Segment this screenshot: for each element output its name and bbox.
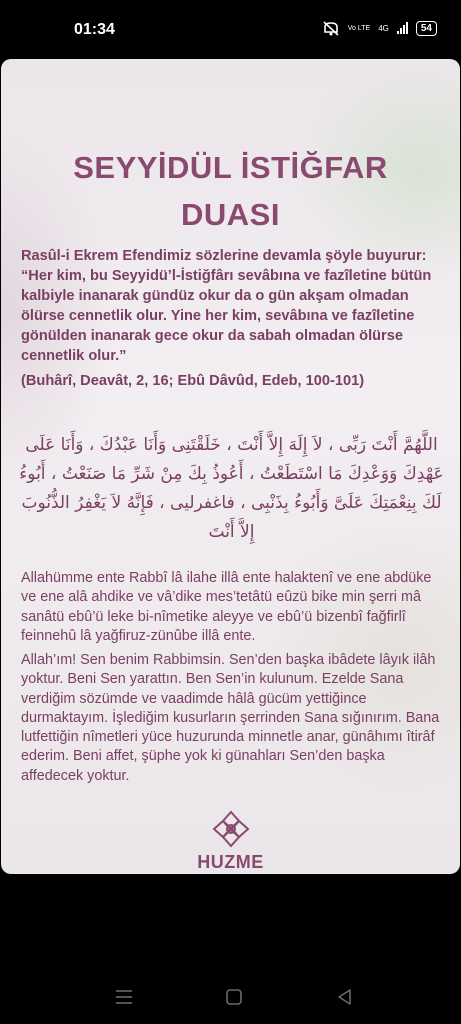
intro-text: Rasûl-i Ekrem Efendimiz sözlerine devamla şöyle buyurur: [21, 248, 427, 264]
page-title-line2: DUASI [181, 197, 280, 232]
battery-icon: 54 [416, 21, 437, 36]
logo-text: HUZME [197, 852, 264, 872]
arabic-prayer: اللَّهُمَّ أَنْتَ رَبِّى ، لاَ إِلَهَ إِلاَّ أَنْتَ ، خَلَقْتَنِى وَأَنَا عَبْدُكَ ، وَأَنَا عَلَى عَهْدِكَ وَوَعْدِكَ مَا اسْتَطَعْتُ ، أَعُوذُ بِكَ مِنْ شَرِّ مَا صَنَعْتُ ، أَبُوءُ لَكَ بِنِعْمَتِكَ عَلَىَّ وَأَبُوءُ بِذَنْبِى ، فاغفرليى ، فَإِنَّهُ لاَ يَغْفِرُ الذُّنُوبَ إِلاَّ أَنْتَ [19, 435, 444, 542]
status-bar [0, 0, 461, 60]
meaning-text: Allah’ım! Sen benim Rabbimsin. Sen’den başka ibâdete lâyık ilâh yoktur. Beni Sen yarattın. Ben Sen’in kulunum. Ezelde Sana verdiğim sözümde ve vaadimde hâlâ gücüm yettiğince durmaktayım. İşlediğim kusurların şerrinden Sana sığınırım. Bana lutfettiğin nîmetleri yüce huzurunda minnetle anar, günâhımı îtirâf ederim. Beni affet, şüphe yok ki günahları Sen’den başka affedecek yoktur. [21, 652, 440, 784]
back-icon[interactable] [334, 988, 356, 1006]
transliteration-text: Allahümme ente Rabbî lâ ilahe illâ ente halaktenî ve ene abdüke ve ene alâ ahdike ve vâ’dike mes’tetâtü eûzü bike min şerri mâ sanâtü ebû’ü leke bi-nîmetike aleyye ve ebû’ü bizenbî fağfirlî feinnehû lâ yağfiruz-zünûbe illâ ente. [21, 570, 432, 644]
home-icon[interactable] [223, 988, 245, 1006]
navigation-bar [0, 970, 461, 1024]
status-icons [322, 20, 437, 36]
brand-logo [1, 809, 460, 873]
volte-icon: Vo LTE [347, 24, 371, 32]
hadith-source: (Buhârî, Deavât, 2, 16; Ebû Dâvûd, Edeb, 100-101) [21, 373, 365, 389]
menu-icon[interactable] [113, 988, 135, 1006]
hadith-quote: “Her kim, bu Seyyidü’l-İstiğfârı sevâbına ve fazîletine bütün kalbiyle inanarak gündüz okur da o gün akşam olmadan ölürse cennetlik olur. Yine her kim, sevâbına ve fazîletine gönülden inanarak gece okur da sabah olmadan ölürse cennetlik olur.” [21, 268, 432, 364]
status-time: 01:34 [74, 21, 115, 38]
dua-card [1, 59, 460, 874]
signal-icon [397, 22, 408, 34]
page-title: SEYYİDÜL İSTİĞFAR [73, 150, 388, 185]
mute-icon [322, 20, 340, 36]
network-type: 4G [378, 23, 389, 33]
huzme-logo-icon [211, 809, 251, 849]
hadith-block [21, 246, 445, 391]
